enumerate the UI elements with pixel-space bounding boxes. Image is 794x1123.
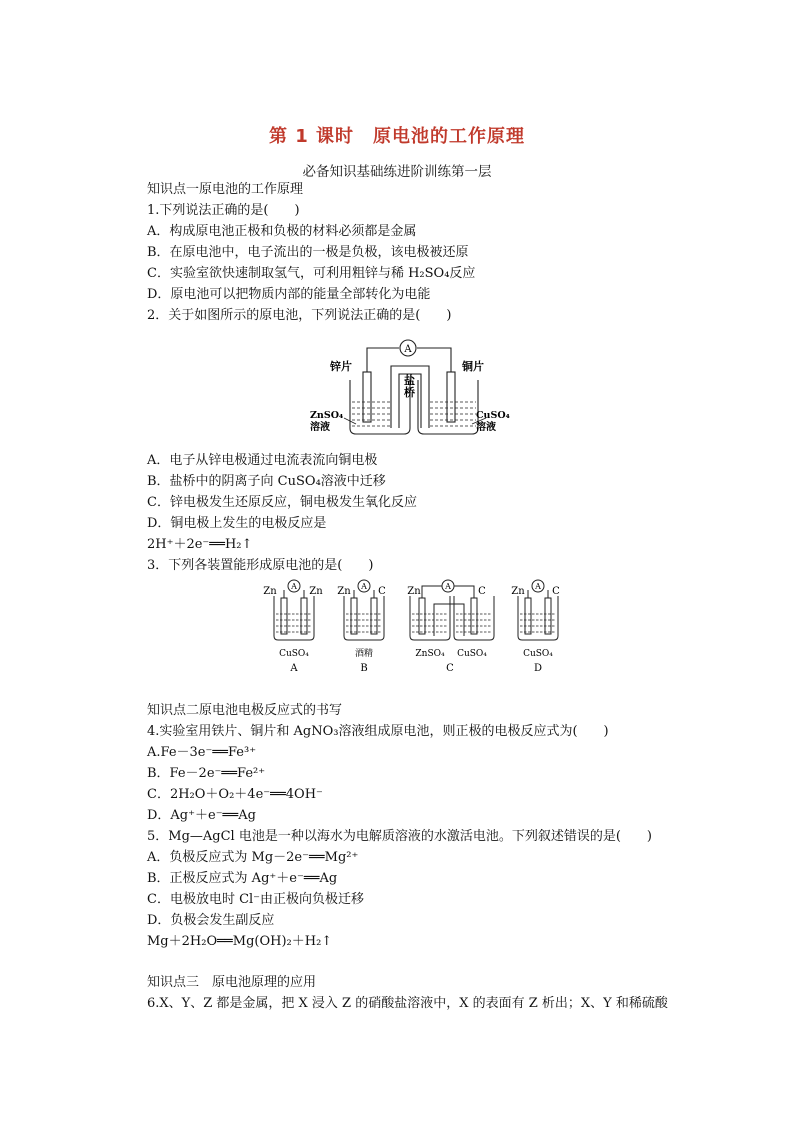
q3-meter-c: A	[445, 582, 451, 591]
q5-option-b: B．正极反应式为 Ag⁺＋e⁻══Ag	[147, 871, 338, 886]
q1-option-d: D．原电池可以把物质内部的能量全部转化为电能	[147, 287, 431, 302]
q5-option-c: C．电极放电时 Cl⁻由正极向负极迁移	[147, 892, 365, 907]
q1-option-a: A．构成原电池正极和负极的材料必须都是金属	[147, 224, 417, 239]
q3-a-left-electrode: Zn	[263, 586, 277, 597]
q3-c-solution-1: ZnSO₄	[415, 649, 445, 659]
q3-c-right-electrode: C	[478, 586, 486, 597]
q2-left-solution-2: 溶液	[310, 422, 330, 433]
q3-c-solution-2: CuSO₄	[457, 649, 487, 659]
q3-b-solution: 酒精	[354, 649, 374, 659]
q1-option-b: B．在原电池中，电子流出的一极是负极，该电极被还原	[147, 245, 469, 260]
q4-stem: 4.实验室用铁片、铜片和 AgNO₃溶液组成原电池，则正极的电极反应式为( )	[147, 724, 609, 739]
q3-devices-figure	[260, 578, 570, 678]
section-heading-1: 知识点一原电池的工作原理	[147, 182, 304, 197]
q3-a-right-electrode: Zn	[309, 586, 323, 597]
q5-stem: 5．Mg—AgCl 电池是一种以海水为电解质溶液的水激活电池。下列叙述错误的是( )	[147, 829, 652, 844]
q3-meter-d: A	[535, 582, 541, 591]
q3-meter-b: A	[361, 582, 367, 591]
q2-copper-label: 铜片	[462, 360, 484, 373]
q2-bridge-label-1: 盐	[404, 374, 415, 387]
q2-ammeter-label: A	[404, 344, 412, 355]
q3-b-label: B	[360, 663, 368, 674]
q2-option-a: A．电子从锌电极通过电流表流向铜电极	[147, 453, 378, 468]
q2-left-solution: ZnSO₄	[310, 410, 344, 421]
q4-option-b: B．Fe－2e⁻══Fe²⁺	[147, 766, 266, 781]
q2-galvanic-cell-figure	[300, 330, 510, 442]
q2-option-d: D．铜电极上发生的电极反应是	[147, 516, 327, 531]
q3-d-solution: CuSO₄	[523, 649, 553, 659]
q4-option-d: D．Ag⁺＋e⁻══Ag	[147, 808, 256, 823]
q3-d-right-electrode: C	[552, 586, 560, 597]
q2-zinc-label: 锌片	[330, 360, 352, 373]
q5-option-d-equation: Mg＋2H₂O══Mg(OH)₂＋H₂↑	[147, 934, 333, 949]
q3-a-solution: CuSO₄	[279, 649, 309, 659]
q3-c-left-electrode: Zn	[407, 586, 421, 597]
q3-c-label: C	[446, 663, 454, 674]
q1-stem: 1.下列说法正确的是( )	[147, 203, 300, 218]
q6-stem: 6.X、Y、Z 都是金属，把 X 浸入 Z 的硝酸盐溶液中，X 的表面有 Z 析出；X、Y 和稀硫酸	[147, 996, 668, 1011]
q1-option-c: C．实验室欲快速制取氢气，可利用粗锌与稀 H₂SO₄反应	[147, 266, 476, 281]
lesson-title: 第 1 课时 原电池的工作原理	[268, 126, 526, 147]
q5-option-d: D．负极会发生副反应	[147, 913, 275, 928]
q3-meter-a: A	[291, 582, 297, 591]
q2-option-b: B．盐桥中的阴离子向 CuSO₄溶液中迁移	[147, 474, 386, 489]
q2-option-d-equation: 2H⁺＋2e⁻══H₂↑	[147, 537, 253, 552]
q3-d-label: D	[533, 663, 543, 674]
q2-right-solution-2: 溶液	[476, 422, 496, 433]
q3-stem: 3．下列各装置能形成原电池的是( )	[147, 558, 374, 573]
q5-option-a: A．负极反应式为 Mg－2e⁻══Mg²⁺	[147, 850, 359, 865]
q4-option-c: C．2H₂O＋O₂＋4e⁻══4OH⁻	[147, 787, 323, 802]
q2-right-solution: CuSO₄	[476, 410, 510, 421]
q3-b-left-electrode: Zn	[337, 586, 351, 597]
q2-option-c: C．锌电极发生还原反应，铜电极发生氧化反应	[147, 495, 417, 510]
q3-a-label: A	[290, 663, 298, 674]
q2-stem: 2．关于如图所示的原电池，下列说法正确的是( )	[147, 308, 452, 323]
q3-b-right-electrode: C	[378, 586, 386, 597]
q3-d-left-electrode: Zn	[511, 586, 525, 597]
q2-bridge-label-2: 桥	[404, 386, 415, 399]
section-heading-2: 知识点二原电池电极反应式的书写	[147, 703, 343, 718]
practice-subtitle: 必备知识基础练进阶训练第一层	[302, 164, 492, 180]
q4-option-a: A.Fe－3e⁻══Fe³⁺	[147, 745, 257, 760]
section-heading-3: 知识点三 原电池原理的应用	[147, 975, 317, 990]
